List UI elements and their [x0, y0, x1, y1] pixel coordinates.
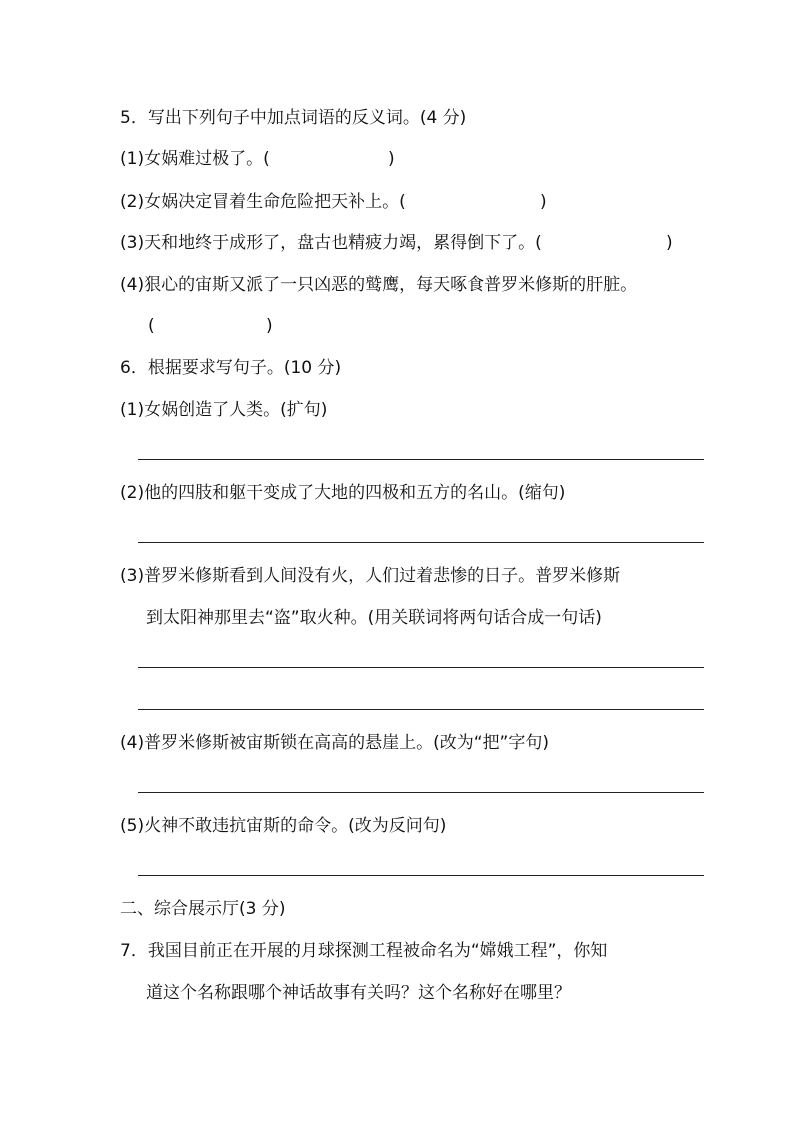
answer-line[interactable]	[138, 709, 704, 710]
answer-line[interactable]	[138, 542, 704, 543]
q6-item-3-line1: (3)普罗米修斯看到人间没有火，人们过着悲惨的日子。普罗米修斯	[120, 566, 621, 586]
q5-item-1-close: )	[388, 149, 395, 169]
section2-title: 二、综合展示厅(3 分)	[120, 899, 286, 919]
q7-line1: 7．我国目前正在开展的月球探测工程被命名为“嫦娥工程”，你知	[120, 941, 608, 961]
q7-line2: 道这个名称跟哪个神话故事有关吗？这个名称好在哪里？	[146, 983, 571, 1003]
answer-line[interactable]	[138, 667, 704, 668]
q5-item-4-close: )	[266, 316, 273, 336]
q5-item-1: (1)女娲难过极了。(	[120, 149, 270, 169]
q5-item-2-close: )	[540, 192, 547, 212]
q6-item-1: (1)女娲创造了人类。(扩句)	[120, 400, 328, 420]
q5-item-3-close: )	[666, 233, 673, 253]
q5-item-4-open: (	[148, 316, 155, 336]
answer-line[interactable]	[138, 792, 704, 793]
q5-item-2: (2)女娲决定冒着生命危险把天补上。(	[120, 192, 406, 212]
answer-line[interactable]	[138, 459, 704, 460]
answer-line[interactable]	[138, 875, 704, 876]
q6-item-3-line2: 到太阳神那里去“盗”取火种。(用关联词将两句话合成一句话)	[146, 608, 602, 628]
q5-item-3: (3)天和地终于成形了，盘古也精疲力竭，累得倒下了。(	[120, 233, 542, 253]
q5-item-4: (4)狠心的宙斯又派了一只凶恶的鹫鹰，每天啄食普罗米修斯的肝脏。	[120, 275, 638, 295]
q5-title: 5．写出下列句子中加点词语的反义词。(4 分)	[120, 108, 467, 128]
q6-item-2: (2)他的四肢和躯干变成了大地的四极和五方的名山。(缩句)	[120, 483, 566, 503]
q6-title: 6．根据要求写句子。(10 分)	[120, 358, 342, 378]
q6-item-4: (4)普罗米修斯被宙斯锁在高高的悬崖上。(改为“把”字句)	[120, 733, 549, 753]
q6-item-5: (5)火神不敢违抗宙斯的命令。(改为反问句)	[120, 816, 447, 836]
